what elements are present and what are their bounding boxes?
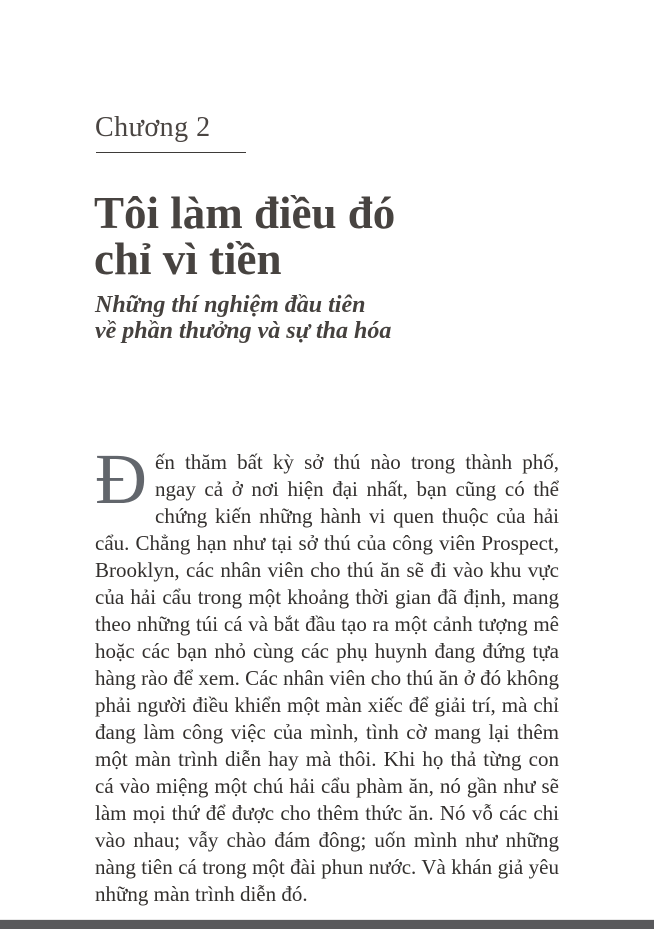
paragraph-text: ến thăm bất kỳ sở thú nào trong thành phố, ngay cả ở nơi hiện đại nhất, bạn cũng có thể chứng kiến những hành vi quen thuộc của hải cẩu. Chẳng hạn như tại sở thú của công viên Prospect, Brooklyn, các nhân viên cho thú ăn sẽ đi vào khu vực của hải cẩu trong một khoảng thời gian đã định, mang theo những túi cá và bắt đầu tạo ra một cảnh tượng mê hoặc các bạn nhỏ cùng các phụ huynh đang đứng tựa hàng rào để xem. Các nhân viên cho thú ăn ở đó không phải người điều khiển một màn xiếc để giải trí, mà chỉ đang làm công việc của mình, tình cờ mang lại thêm một màn trình diễn hay mà thôi. Khi họ thả từng con cá vào miệng một chú hải cẩu phàm ăn, nó gần như sẽ làm mọi thứ để được cho thêm thức ăn. Nó vỗ các chi vào nhau; vẫy chào đám đông; uốn mình như những nàng tiên cá trong một đài phun nước. Và khán giả yêu những màn trình diễn đó. [95,450,559,906]
chapter-title-line2: chỉ vì tiền [94,234,282,284]
bottom-edge-bar [0,919,654,929]
chapter-title [94,190,574,282]
body-paragraph [95,439,559,908]
chapter-label: Chương 2 [95,112,211,143]
chapter-rule-divider [96,152,246,153]
chapter-subtitle-line2: về phần thưởng và sự tha hóa [95,318,392,344]
chapter-subtitle-line1: Những thí nghiệm đầu tiên [95,292,366,318]
chapter-title-line1: Tôi làm điều đó [94,188,396,238]
drop-cap-letter: Đ [95,439,147,519]
chapter-subtitle [95,292,575,344]
